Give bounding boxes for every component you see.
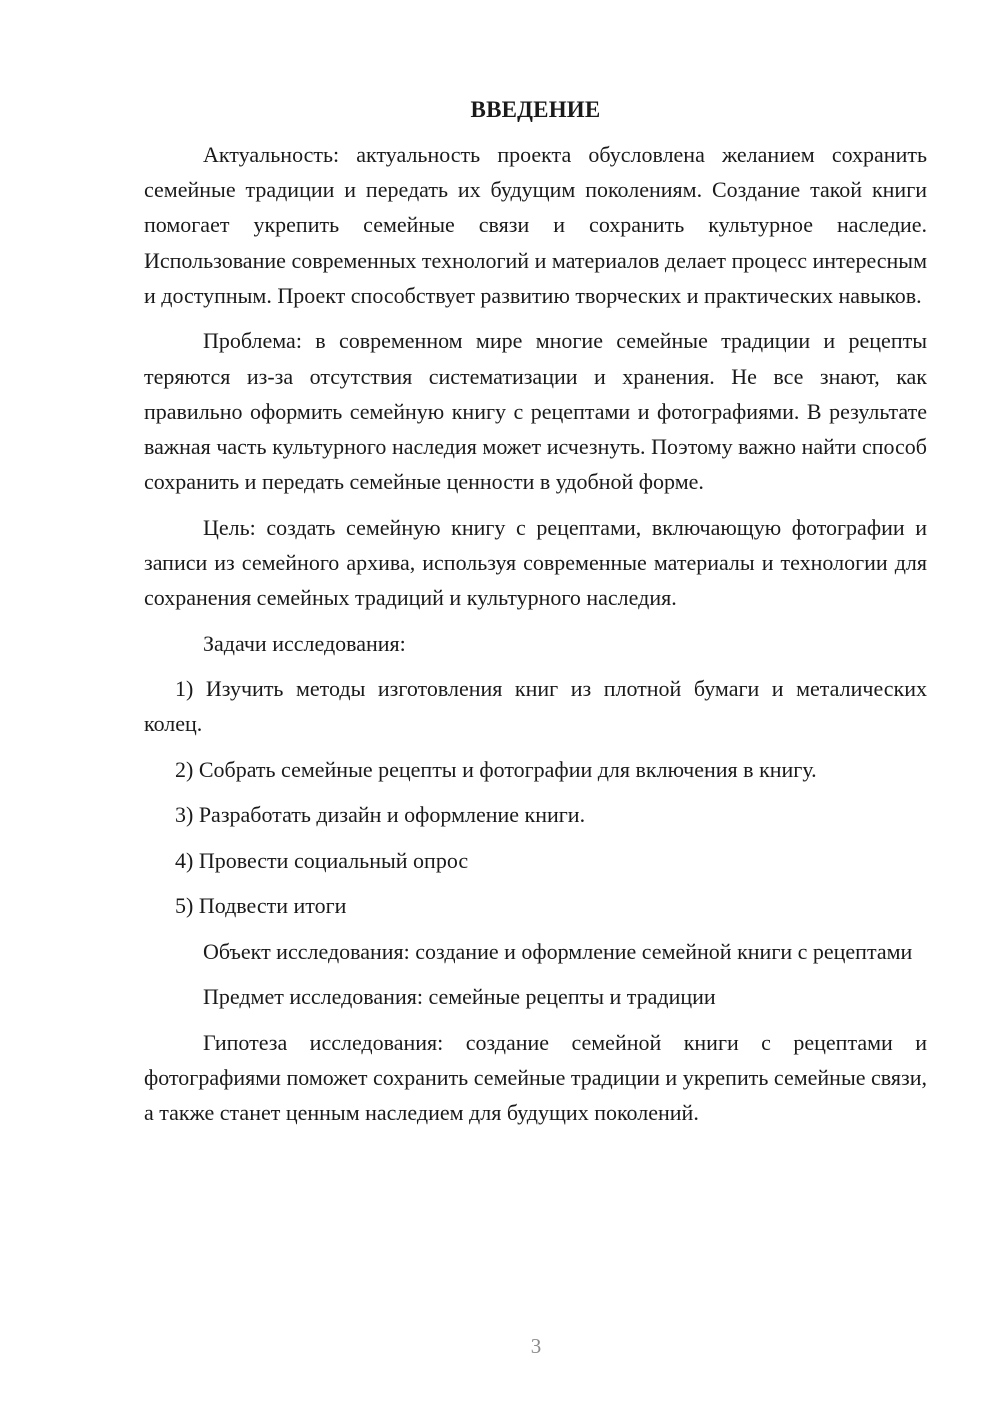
paragraph-hypothesis: Гипотеза исследования: создание семейной книги с рецептами и фотографиями поможет сохранить семейные традиции и укрепить семейные связи, а также станет ценным наследием для будущих поколений.: [144, 1029, 927, 1126]
page-number: 3: [530, 1334, 542, 1358]
tasks-heading: Задачи исследования:: [203, 630, 406, 656]
task-item-3: 3) Разработать дизайн и оформление книги.: [175, 802, 586, 828]
task-item-2: 2) Собрать семейные рецепты и фотографии для включения в книгу.: [175, 756, 817, 782]
task-item-4: 4) Провести социальный опрос: [175, 847, 469, 873]
paragraph-goal: Цель: создать семейную книгу с рецептами, включающую фотографии и записи из семейного архива, используя современные материалы и технологии для сохранения семейных традиций и культурного наследия.: [144, 514, 927, 611]
section-title: ВВЕДЕНИЕ: [470, 97, 601, 122]
document-page: [144, 95, 927, 1141]
paragraph-relevance: Актуальность: актуальность проекта обусловлена желанием сохранить семейные традиции и передать их будущим поколениям. Создание такой книги помогает укрепить семейные связи и сохранить культурное наследие. Использование современных технологий и материалов делает процесс интересным и доступным. Проект способствует развитию творческих и практических навыков.: [144, 142, 927, 308]
paragraph-subject: Предмет исследования: семейные рецепты и традиции: [203, 984, 716, 1010]
paragraph-object: Объект исследования: создание и оформление семейной книги с рецептами: [203, 938, 913, 964]
task-item-1: 1) Изучить методы изготовления книг из плотной бумаги и металических колец.: [144, 676, 927, 737]
task-item-5: 5) Подвести итоги: [175, 893, 347, 919]
paragraph-problem: Проблема: в современном мире многие семейные традиции и рецепты теряются из-за отсутствия систематизации и хранения. Не все знают, как правильно оформить семейную книгу с рецептами и фотографиями. В результате важная часть культурного наследия может исчезнуть. Поэтому важно найти способ сохранить и передать семейные ценности в удобной форме.: [144, 328, 927, 495]
